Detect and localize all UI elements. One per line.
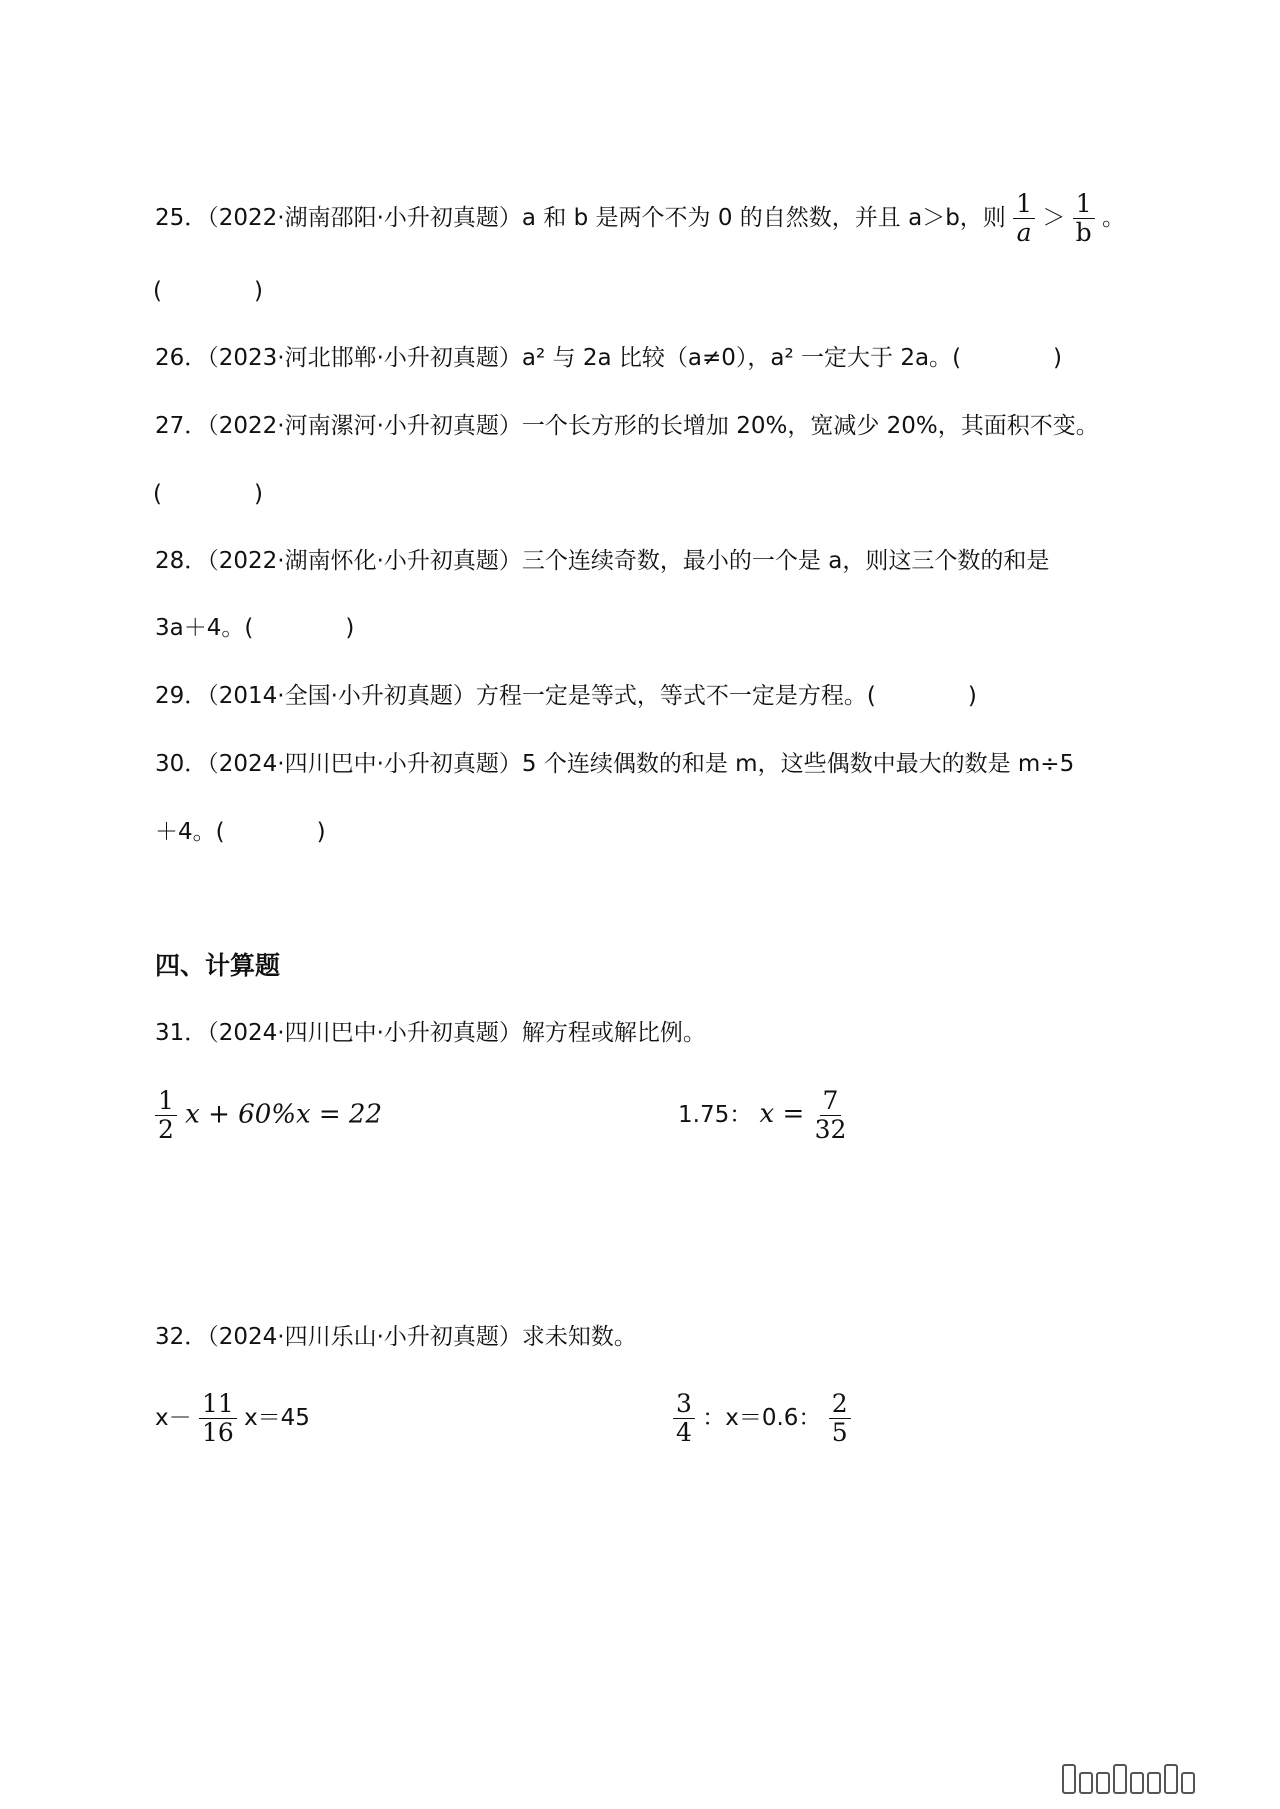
answer-paren-26[interactable]: ( ) bbox=[952, 345, 1063, 371]
equation-32-1: x－ $\frac{11}{16}$ x＝45 bbox=[155, 1389, 310, 1447]
question-28-cont: 3a＋4。( ) bbox=[155, 615, 355, 641]
question-26 bbox=[155, 343, 1062, 373]
question-27-text: 27．（2022·河南漯河·小升初真题）一个长方形的长增加 20%，宽减少 20%，其面积不变。 bbox=[155, 413, 1099, 439]
answer-paren-28[interactable]: ( ) bbox=[244, 615, 355, 641]
answer-paren-29[interactable]: ( ) bbox=[866, 683, 977, 709]
answer-paren-30[interactable]: ( ) bbox=[215, 819, 326, 845]
question-29-text: 29．（2014·全国·小升初真题）方程一定是等式，等式不一定是方程。 bbox=[155, 683, 867, 709]
question-26-text: 26．（2023·河北邯郸·小升初真题）a² 与 2a 比较（a≠0），a² 一定大于 2a。 bbox=[155, 345, 953, 371]
question-28 bbox=[155, 546, 1049, 576]
fraction-one-over-a: $\frac{1}{a}$ bbox=[1013, 190, 1035, 247]
equation-31-1: $\frac{1}{2}$ x + 60%x = 22 bbox=[155, 1087, 382, 1144]
question-28-text: 28．（2022·湖南怀化·小升初真题）三个连续奇数，最小的一个是 a，则这三个数的和是 bbox=[155, 548, 1050, 574]
question-32-text: 32．（2024·四川乐山·小升初真题）求未知数。 bbox=[155, 1324, 637, 1350]
fraction-two-fifths: $\frac{2}{5}$ bbox=[829, 1390, 851, 1447]
greater-than-sign: ＞ bbox=[1042, 205, 1066, 231]
question-32 bbox=[155, 1322, 637, 1352]
question-27 bbox=[155, 411, 1099, 441]
equation-31-2: 1.75： x = $\frac{7}{32}$ bbox=[678, 1087, 849, 1144]
question-31 bbox=[155, 1018, 706, 1048]
fraction-three-quarters: $\frac{3}{4}$ bbox=[673, 1390, 695, 1447]
fraction-one-over-b: $\frac{1}{b}$ bbox=[1073, 190, 1095, 247]
question-30-text: 30．（2024·四川巴中·小升初真题）5 个连续偶数的和是 m，这些偶数中最大的数是 m÷5 bbox=[155, 751, 1075, 777]
question-30 bbox=[155, 749, 1074, 779]
section-heading: 四、计算题 bbox=[155, 951, 281, 980]
watermark-logo-icon bbox=[1062, 1764, 1195, 1794]
fraction-seven-thirtyseconds: $\frac{7}{32}$ bbox=[814, 1086, 847, 1144]
fraction-eleven-sixteenths: $\frac{11}{16}$ bbox=[199, 1390, 237, 1447]
fraction-one-half: $\frac{1}{2}$ bbox=[155, 1087, 177, 1144]
equation-32-2: $\frac{3}{4}$ ：x＝0.6： $\frac{2}{5}$ bbox=[673, 1390, 851, 1447]
question-25: 25．（2022·湖南邵阳·小升初真题）a 和 b 是两个不为 0 的自然数，并且 a＞b，则 $\frac{1}{a}$ ＞ $\frac{1}{b}$ 。 bbox=[155, 189, 1125, 247]
answer-paren-25[interactable]: ( ) bbox=[153, 278, 263, 304]
question-31-text: 31．（2024·四川巴中·小升初真题）解方程或解比例。 bbox=[155, 1020, 706, 1046]
question-30-cont: ＋4。( ) bbox=[155, 819, 326, 845]
question-25-text: 25．（2022·湖南邵阳·小升初真题）a 和 b 是两个不为 0 的自然数，并且 a＞b，则 bbox=[155, 205, 1006, 231]
question-29 bbox=[155, 681, 977, 711]
answer-paren-27[interactable]: ( ) bbox=[153, 481, 263, 507]
